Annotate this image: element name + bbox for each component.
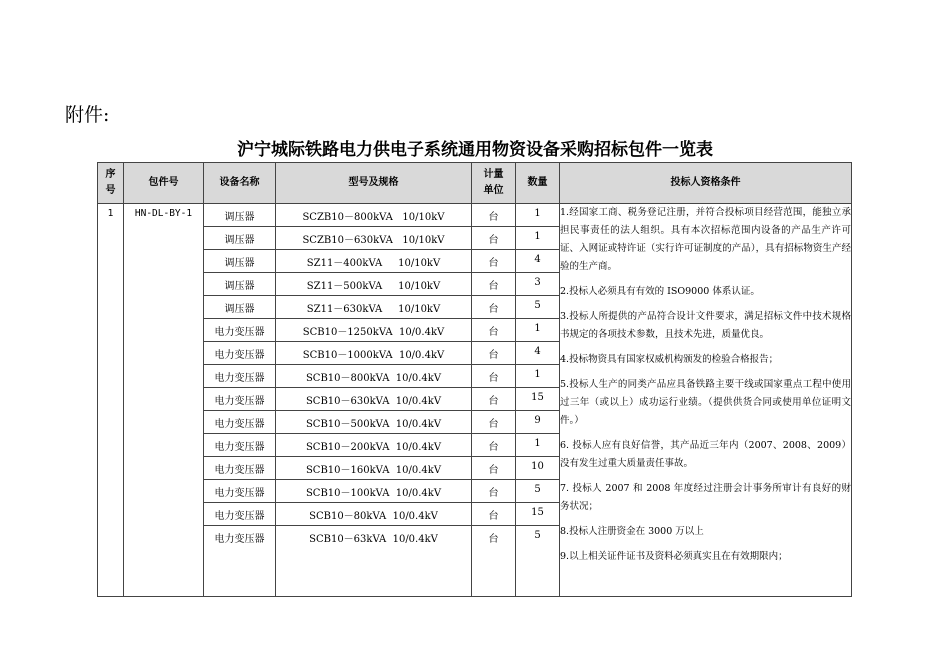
qualification-item: 4.投标物资具有国家权威机构颁发的检验合格报告； [560,354,779,365]
model-cell: SZ11－630kVA 10/10kV [276,296,472,319]
unit-cell: 台 [472,388,516,411]
unit-cell: 台 [472,434,516,457]
model-cell: SCB10－500kVA 10/0.4kV [276,411,472,434]
header-qty: 数量 [516,163,560,204]
model-cell: SCZB10－630kVA 10/10kV [276,227,472,250]
qty-cell: 1 [516,434,560,457]
device-cell: 电力变压器 [204,503,276,526]
qty-cell: 4 [516,342,560,365]
device-cell: 调压器 [204,227,276,250]
qty-cell: 15 [516,503,560,526]
unit-cell: 台 [472,365,516,388]
device-cell: 调压器 [204,204,276,227]
unit-cell: 台 [472,411,516,434]
qualification-item: 6. 投标人应有良好信誉，其产品近三年内（2007、2008、2009）没有发生过重大质量责任事故。 [560,440,851,469]
qty-cell: 15 [516,388,560,411]
device-cell: 电力变压器 [204,319,276,342]
qty-cell: 5 [516,296,560,319]
unit-cell: 台 [472,342,516,365]
attachment-label: 附件: [65,104,110,126]
qualification-item: 7. 投标人 2007 和 2008 年度经过注册会计事务所审计有良好的财务状况； [560,483,851,512]
qty-cell: 5 [516,526,560,597]
device-cell: 电力变压器 [204,388,276,411]
unit-cell: 台 [472,273,516,296]
qualification-item: 3.投标人所提供的产品符合设计文件要求，满足招标文件中技术规格书规定的各项技术参数，且技术先进，质量优良。 [560,311,851,340]
model-cell: SCB10－63kVA 10/0.4kV [276,526,472,597]
qty-cell: 5 [516,480,560,503]
unit-cell: 台 [472,526,516,597]
unit-cell: 台 [472,204,516,227]
qualification-item: 1.经国家工商、税务登记注册，并符合投标项目经营范围，能独立承担民事责任的法人组织。具有本次招标范围内设备的产品生产许可证、入网证或特许证（实行许可证制度的产品），具有招标物资生产经验的生产商。 [560,207,851,272]
qualification-item: 9.以上相关证件证书及资料必须真实且在有效期限内； [560,551,788,562]
device-cell: 电力变压器 [204,411,276,434]
unit-cell: 台 [472,457,516,480]
header-unit: 计量 单位 [472,163,516,204]
model-cell: SCB10－100kVA 10/0.4kV [276,480,472,503]
unit-cell: 台 [472,503,516,526]
qty-cell: 9 [516,411,560,434]
model-cell: SCB10－160kVA 10/0.4kV [276,457,472,480]
device-cell: 电力变压器 [204,342,276,365]
qty-cell: 1 [516,204,560,227]
page-title: 沪宁城际铁路电力供电子系统通用物资设备采购招标包件一览表 [237,140,713,160]
header-package: 包件号 [124,163,204,204]
model-cell: SZ11－400kVA 10/10kV [276,250,472,273]
qualification-item: 8.投标人注册资金在 3000 万以上 [560,526,704,537]
unit-cell: 台 [472,296,516,319]
qty-cell: 1 [516,227,560,250]
model-cell: SCB10－1250kVA 10/0.4kV [276,319,472,342]
header-row [98,163,852,204]
model-cell: SCZB10－800kVA 10/10kV [276,204,472,227]
header-seq: 序 号 [98,163,124,204]
package-cell: HN-DL-BY-1 [124,204,204,597]
qualification-item: 2.投标人必须具有有效的 ISO9000 体系认证。 [560,286,760,297]
header-device: 设备名称 [204,163,276,204]
device-cell: 调压器 [204,273,276,296]
model-cell: SZ11－500kVA 10/10kV [276,273,472,296]
seq-cell: 1 [98,204,124,597]
unit-cell: 台 [472,480,516,503]
qty-cell: 10 [516,457,560,480]
model-cell: SCB10－1000kVA 10/0.4kV [276,342,472,365]
header-quals: 投标人资格条件 [560,163,852,204]
unit-cell: 台 [472,250,516,273]
qty-cell: 1 [516,319,560,342]
model-cell: SCB10－80kVA 10/0.4kV [276,503,472,526]
device-cell: 电力变压器 [204,457,276,480]
qualifications-cell [560,204,852,597]
device-cell: 调压器 [204,250,276,273]
procurement-table [97,162,852,597]
model-cell: SCB10－800kVA 10/0.4kV [276,365,472,388]
device-cell: 电力变压器 [204,434,276,457]
device-cell: 调压器 [204,296,276,319]
qty-cell: 3 [516,273,560,296]
qualification-item: 5.投标人生产的同类产品应具备铁路主要干线或国家重点工程中使用过三年（或以上）成功运行业绩。（提供供货合同或使用单位证明文件。） [560,379,851,426]
table-row [98,204,852,227]
model-cell: SCB10－200kVA 10/0.4kV [276,434,472,457]
model-cell: SCB10－630kVA 10/0.4kV [276,388,472,411]
device-cell: 电力变压器 [204,526,276,597]
unit-cell: 台 [472,227,516,250]
device-cell: 电力变压器 [204,480,276,503]
qty-cell: 1 [516,365,560,388]
unit-cell: 台 [472,319,516,342]
device-cell: 电力变压器 [204,365,276,388]
qty-cell: 4 [516,250,560,273]
header-model: 型号及规格 [276,163,472,204]
